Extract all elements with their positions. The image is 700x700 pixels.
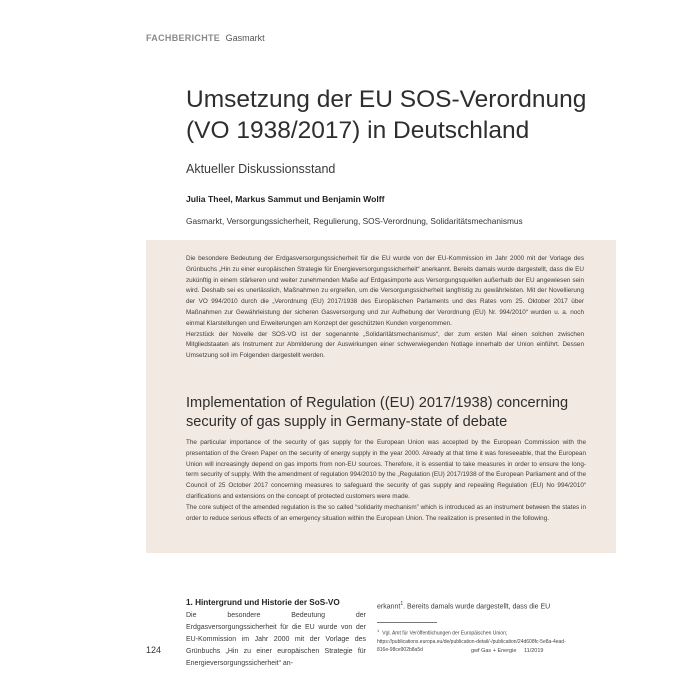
footnote-text[interactable]: Vgl. Amt für Veröffentlichungen der Europäischen Union; https://publications.europa.eu/de/publication-detail/-/publication/24d608fc-5e8a-4ead-816e-98ce902b8a5d <box>377 630 566 653</box>
article-title <box>186 84 686 146</box>
abstract-english <box>186 438 586 524</box>
body-column-2-rest: . Bereits damals wurde dargestellt, dass die EU <box>403 603 551 611</box>
footnote-reference[interactable]: 1 <box>400 601 404 607</box>
body-column-1: Die besondere Bedeutung der Erdgasversorgungssicherheit für die EU wurde von der EU-Kommission im Jahr 2000 mit der Vorlage des Grünbuchs „Hin zu einer europäischen Strategie für Energieversorgungssicherheit“ an- <box>186 612 366 667</box>
journal-name: gwf Gas + Energie <box>471 648 517 654</box>
footnote-divider <box>377 622 437 623</box>
section-heading: 1. Hintergrund und Historie der SoS-VO <box>186 598 340 607</box>
english-title: Implementation of Regulation ((EU) 2017/1938) concerning security of gas supply in Germany-state of debate <box>186 395 569 430</box>
journal-issue: 11/2019 <box>524 648 544 654</box>
abstract-english-paragraph-1: The particular importance of the security of gas supply for the European Union was accepted by the European Commission with the presentation of the Green Paper on the security of energy supply in the year 2000. Already at that time it was foreseeable, that the European Union will increasingly depend on gas imports from non-EU sources. Therefore, it is essential to take measures in order to ensure the long-term security of supply. With the amendment of regulation 994/2010 by the „Regulation (EU) 2017/1938 of the European Parliament and of the Council of 25 October 2017 concerning measures to safeguard the security of gas supply and repealing Regulation (EU) No 994/2010“ clarifications and extensions on the concept of protected customers were made. <box>186 439 586 500</box>
article-subtitle: Aktueller Diskussionsstand <box>186 162 336 176</box>
title-line-1: Umsetzung der EU SOS-Verordnung <box>186 86 587 113</box>
abstract-german <box>186 254 584 362</box>
body-column-2-text: erkannt <box>377 603 401 611</box>
section-category: FACHBERICHTE <box>146 33 221 43</box>
footnote-number: 1 <box>377 628 380 633</box>
abstract-german-paragraph-1: Die besondere Bedeutung der Erdgasversorgungssicherheit für die EU wurde von der EU-Kommission im Jahr 2000 mit der Vorlage des Grünbuchs „Hin zu einer europäischen Strategie für Energieversorgungssicherheit“ anerkannt. Bereits damals wurde dargestellt, dass die EU zukünftig in einem stärkeren und weiter zunehmenden Maße auf Erdgasimporte aus Versorgungsquellen außerhalb der EU angewiesen sein wird. Deshalb sei es unerlässlich, Maßnahmen zu ergreifen, um die Versorgungssicherheit langfristig zu gewährleisten. Mit der Novellierung der VO 994/2010 durch die „Verordnung (EU) 2017/1938 des Europäischen Parlaments und des Rates vom 25. Oktober 2017 über Maßnahmen zur Gewährleistung der sicheren Gasversorgung und zur Aufhebung der Verordnung (EU) Nr. 994/2010“ wurden u. a. noch einmal Klarstellungen und Erweiterungen am Konzept der geschützten Kunden vorgenommen. <box>186 255 584 327</box>
article-authors: Julia Theel, Markus Sammut und Benjamin Wolff <box>186 194 385 204</box>
article-keywords: Gasmarkt, Versorgungssicherheit, Regulierung, SOS-Verordnung, Solidaritätsmechanismus <box>186 216 523 226</box>
section-header <box>146 33 265 43</box>
abstract-german-paragraph-2: Herzstück der Novelle der SOS-VO ist der sogenannte „Solidaritätsmechanismus“, der zum ersten Mal einen solchen zwischen Mitgliedstaaten als Instrument zur Abmilderung der Auswirkungen einer schwerwiegenden Notlage innerhalb der Union einführt. Dessen Umsetzung soll im Folgenden dargestellt werden. <box>186 330 584 360</box>
body-column-2 <box>377 598 567 613</box>
page-number: 124 <box>146 645 162 655</box>
title-line-2: (VO 1938/2017) in Deutschland <box>186 117 530 144</box>
section-subcategory: Gasmarkt <box>225 33 265 43</box>
abstract-english-paragraph-2: The core subject of the amended regulation is the so called “solidarity mechanism” which is introduced as an instrument between the states in order to reduce serious effects of an emergency situation within the European Union. The realization is presented in the following. <box>186 503 586 522</box>
